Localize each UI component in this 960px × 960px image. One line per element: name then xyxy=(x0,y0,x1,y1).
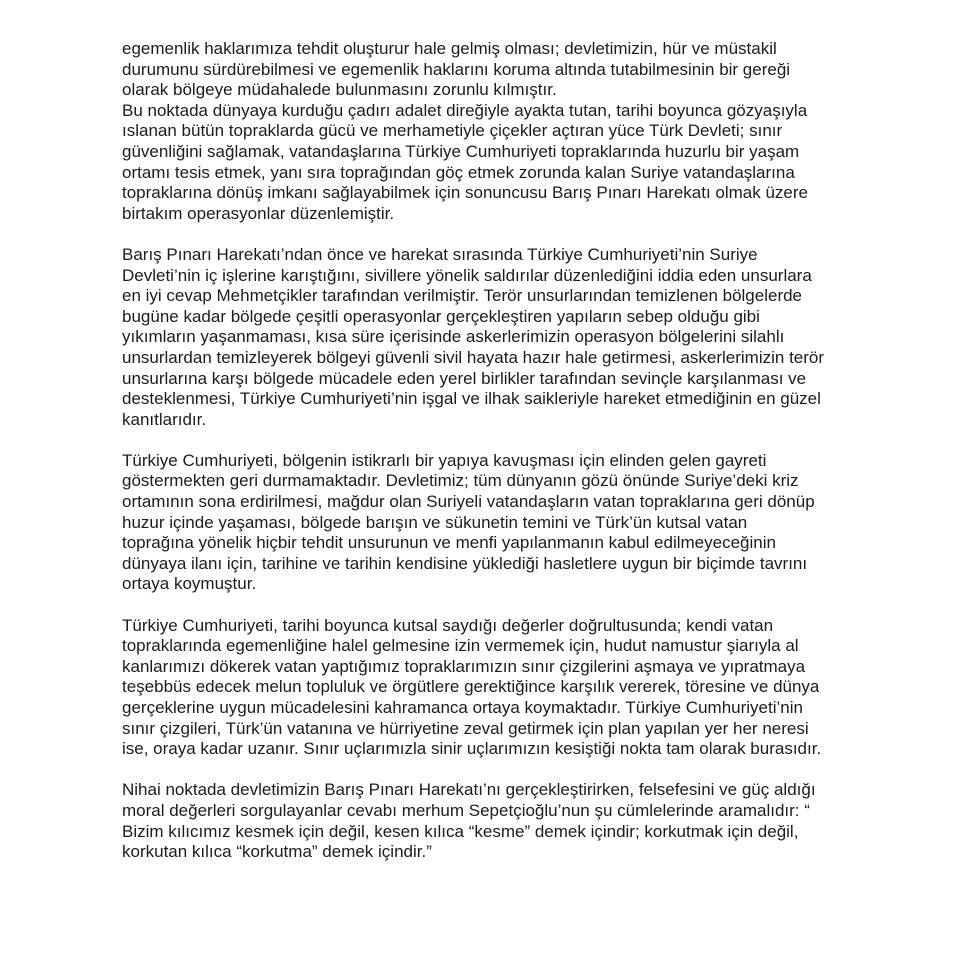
text-line: güvenliğini sağlamak, vatandaşlarına Türkiye Cumhuriyeti topraklarında huzurlu bir yaşam xyxy=(122,141,800,161)
text-line: korkutan kılıca “korkutma” demek içindir.” xyxy=(122,842,432,862)
text-line: göstermekten geri durmamaktadır. Devletimiz; tüm dünyanın gözü önünde Suriye’deki kriz xyxy=(122,471,799,491)
text-line: unsurlardan temizleyerek bölgeyi güvenli sivil hayata hazır hale getirmesi, askerlerimizin terör xyxy=(122,347,825,367)
document-page xyxy=(122,39,852,883)
text-line: Barış Pınarı Harekatı’ndan önce ve harekat sırasında Türkiye Cumhuriyeti’nin Suriye xyxy=(122,244,758,264)
paragraph-2 xyxy=(122,245,852,430)
text-line: en iyi cevap Mehmetçikler tarafından verilmiştir. Terör unsurlarından temizlenen bölgelerde xyxy=(122,286,803,306)
text-line: toprağına yönelik hiçbir tehdit unsurunun ve menfi yapılanmanın kabul edilmeyeceğinin xyxy=(122,533,776,553)
text-line: topraklarına dönüş imkanı sağlayabilmek için sonuncusu Barış Pınarı Harekatı olmak üzere xyxy=(122,183,809,203)
text-line: teşebbüs edecek melun topluluk ve örgütlere gerektiğince karşılık vererek, töresine ve dünya xyxy=(122,677,820,697)
text-line: desteklenmesi, Türkiye Cumhuriyeti’nin işgal ve ilhak saikleriyle hareket etmediğinin en güzel xyxy=(122,389,821,409)
text-line: Nihai noktada devletimizin Barış Pınarı Harekatı’nı gerçekleştirirken, felsefesini ve güç aldığı xyxy=(122,780,816,800)
text-line: topraklarında egemenliğine halel gelmesine izin vermemek için, hudut namustur şiarıyla al xyxy=(122,636,799,656)
text-line: gerçeklerine uygun mücadelesini kahramanca ortaya koymaktadır. Türkiye Cumhuriyeti’nin xyxy=(122,698,803,717)
text-line: dünyaya ilanı için, tarihine ve tarihin kendisine yüklediği hasletlere uygun bir biçimde tavrını xyxy=(122,553,808,573)
text-line: durumunu sürdürebilmesi ve egemenlik haklarını koruma altında tutabilmesinin bir gereği xyxy=(122,59,791,79)
text-line: Türkiye Cumhuriyeti, bölgenin istikrarlı bir yapıya kavuşması için elinden gelen gayreti xyxy=(122,450,767,470)
text-line: egemenlik haklarımıza tehdit oluşturur hale gelmiş olması; devletimizin, hür ve müstakil xyxy=(122,39,777,58)
text-line: birtakım operasyonlar düzenlemiştir. xyxy=(122,203,395,223)
text-line: Bizim kılıcımız kesmek için değil, kesen kılıca “kesme” demek içindir; korkutmak için değil, xyxy=(122,821,799,841)
paragraph-1 xyxy=(122,39,852,224)
text-line: kanlarımızı dökerek vatan yaptığımız topraklarımızın sınır çizgilerini aşmaya ve yıpratmaya xyxy=(122,656,806,676)
paragraph-5 xyxy=(122,780,852,862)
paragraph-4 xyxy=(122,616,852,760)
text-line: ortamı tesis etmek, yanı sıra toprağından göç etmek zorunda kalan Suriye vatandaşlarına xyxy=(122,162,795,182)
text-line: Türkiye Cumhuriyeti, tarihi boyunca kutsal saydığı değerler doğrultusunda; kendi vatan xyxy=(122,615,774,635)
text-line: kanıtlarıdır. xyxy=(122,409,207,429)
text-line: bugüne kadar bölgede çeşitli operasyonlar gerçekleştiren yapıların sebep olduğu gibi xyxy=(122,306,760,326)
text-line: unsurlarına karşı bölgede mücadele eden yerel birlikler tarafından sevinçle karşılanması ve xyxy=(122,368,807,388)
text-line: huzur içinde yaşaması, bölgede barışın ve sükunetin temini ve Türk’ün kutsal vatan xyxy=(122,512,748,532)
text-line: olarak bölgeye müdahalede bulunmasını zorunlu kılmıştır. xyxy=(122,80,557,100)
text-line: moral değerleri sorgulayanlar cevabı merhum Sepetçioğlu’nun şu cümlelerinde aramalıdır: “ xyxy=(122,800,810,820)
text-line: ortaya koymuştur. xyxy=(122,574,257,594)
text-line: Bu noktada dünyaya kurduğu çadırı adalet direğiyle ayakta tutan, tarihi boyunca gözyaşıyla xyxy=(122,100,808,120)
text-line: ortamının sona erdirilmesi, mağdur olan Suriyeli vatandaşların vatan topraklarına geri dönüp xyxy=(122,492,815,512)
text-line: Devleti’nin iç işlerine karıştığını, sivillere yönelik saldırılar düzenlediğini iddia eden unsurlara xyxy=(122,265,812,285)
text-line: yıkımların yaşanmaması, kısa süre içerisinde askerlerimizin operasyon bölgelerini silahlı xyxy=(122,327,785,347)
text-line: sınır çizgileri, Türk’ün vatanına ve hürriyetine zeval getirmek için plan yapılan yer her neresi xyxy=(122,718,809,738)
text-line: ise, oraya kadar uzanır. Sınır uçlarımızla sinir uçlarımızın kesiştiği nokta tam olarak burasıdır. xyxy=(122,739,822,759)
text-line: ıslanan bütün topraklarda gücü ve merhametiyle çiçekler açtıran yüce Türk Devleti; sınır xyxy=(122,121,783,141)
paragraph-3 xyxy=(122,451,852,595)
